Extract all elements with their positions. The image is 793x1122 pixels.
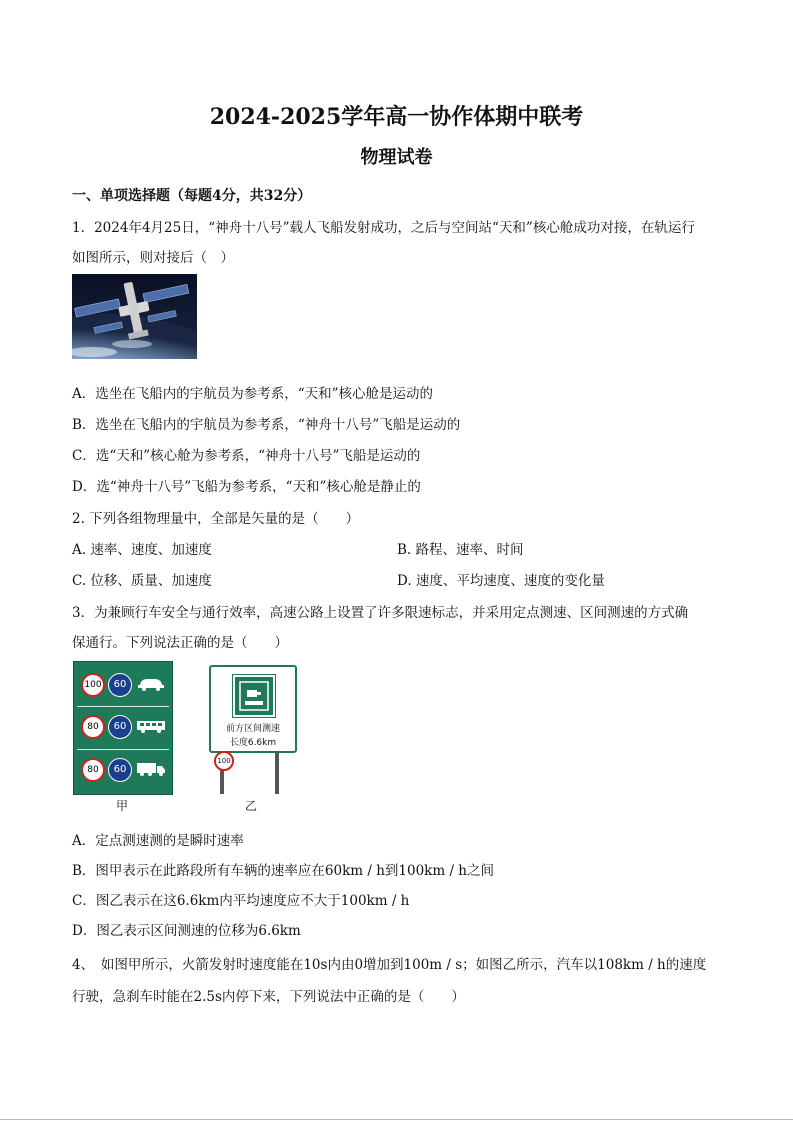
sign-text-line1: 前方区间测速 <box>225 724 280 734</box>
bus-icon <box>136 719 166 733</box>
q1-stem-line1: 1．2024年4月25日，“神舟十八号”载人飞船发射成功，之后与空间站“天和”核心舱成功对接，在轨运行 <box>72 220 695 236</box>
q4-stem-line2: 行驶，急刹车时能在2.5s内停下来，下列说法中正确的是（ ） <box>72 989 465 1005</box>
q1-option-c: C．选“天和”核心舱为参考系，“神舟十八号”飞船是运动的 <box>72 448 421 464</box>
section-speed-sign-yi <box>209 665 297 753</box>
q4-stem-line1: 4、 如图甲所示，火箭发射时速度能在10s内由0增加到100m / s；如图乙所示，汽车以108km / h的速度 <box>72 957 707 973</box>
caption-yi: 乙 <box>245 799 258 813</box>
q2-option-c: C. 位移、质量、加速度 <box>72 573 212 589</box>
truck-icon <box>136 762 166 776</box>
q3-option-c: C．图乙表示在这6.6km内平均速度应不大于100km / h <box>72 893 410 909</box>
speed-limit-max: 80 <box>81 758 105 782</box>
speed-limit-max: 80 <box>81 715 105 739</box>
q3-stem-line2: 保通行。下列说法正确的是（ ） <box>72 635 288 651</box>
speed-limit-min: 60 <box>108 758 132 782</box>
q2-stem: 2. 下列各组物理量中，全部是矢量的是（ ） <box>72 511 360 527</box>
q2-option-d: D. 速度、平均速度、速度的变化量 <box>397 573 605 589</box>
speed-limit-min: 60 <box>108 673 132 697</box>
q1-option-a: A．选坐在飞船内的宇航员为参考系，“天和”核心舱是运动的 <box>72 386 434 402</box>
q3-option-a: A．定点测速测的是瞬时速率 <box>72 833 244 849</box>
speed-limit-min: 60 <box>108 715 132 739</box>
q3-option-d: D．图乙表示区间测速的位移为6.6km <box>72 923 301 939</box>
page-subtitle: 物理试卷 <box>360 147 433 168</box>
sign-row-car <box>77 665 169 703</box>
sign-row-truck <box>77 749 169 788</box>
car-icon <box>136 677 166 691</box>
camera-icon <box>233 675 275 717</box>
speed-limit-sign-jia <box>73 661 173 795</box>
caption-jia: 甲 <box>116 799 129 813</box>
section-heading: 一、单项选择题（每题4分，共32分） <box>72 188 312 204</box>
q3-stem-line1: 3．为兼顾行车安全与通行效率，高速公路上设置了许多限速标志，并采用定点测速、区间测速的方式确 <box>72 605 689 621</box>
q2-option-b: B. 路程、速率、时间 <box>397 542 524 558</box>
q1-option-d: D．选“神舟十八号”飞船为参考系，“天和”核心舱是静止的 <box>72 479 421 495</box>
q1-option-b: B．选坐在飞船内的宇航员为参考系，“神舟十八号”飞船是运动的 <box>72 417 461 433</box>
q2-option-a: A. 速率、速度、加速度 <box>72 542 212 558</box>
page-title: 2024-2025学年高一协作体期中联考 <box>209 104 584 130</box>
small-speed-limit-sign: 100 <box>214 751 234 771</box>
q3-option-b: B．图甲表示在此路段所有车辆的速率应在60km / h到100km / h之间 <box>72 863 494 879</box>
sign-pole-right <box>275 751 279 794</box>
sign-row-bus <box>77 706 169 745</box>
space-station-image <box>72 274 197 359</box>
speed-limit-max: 100 <box>81 673 105 697</box>
page-bottom-rule <box>0 1119 793 1120</box>
q1-stem-line2: 如图所示，则对接后（ ） <box>72 250 234 266</box>
sign-text-line2: 长度6.6km <box>229 738 277 748</box>
